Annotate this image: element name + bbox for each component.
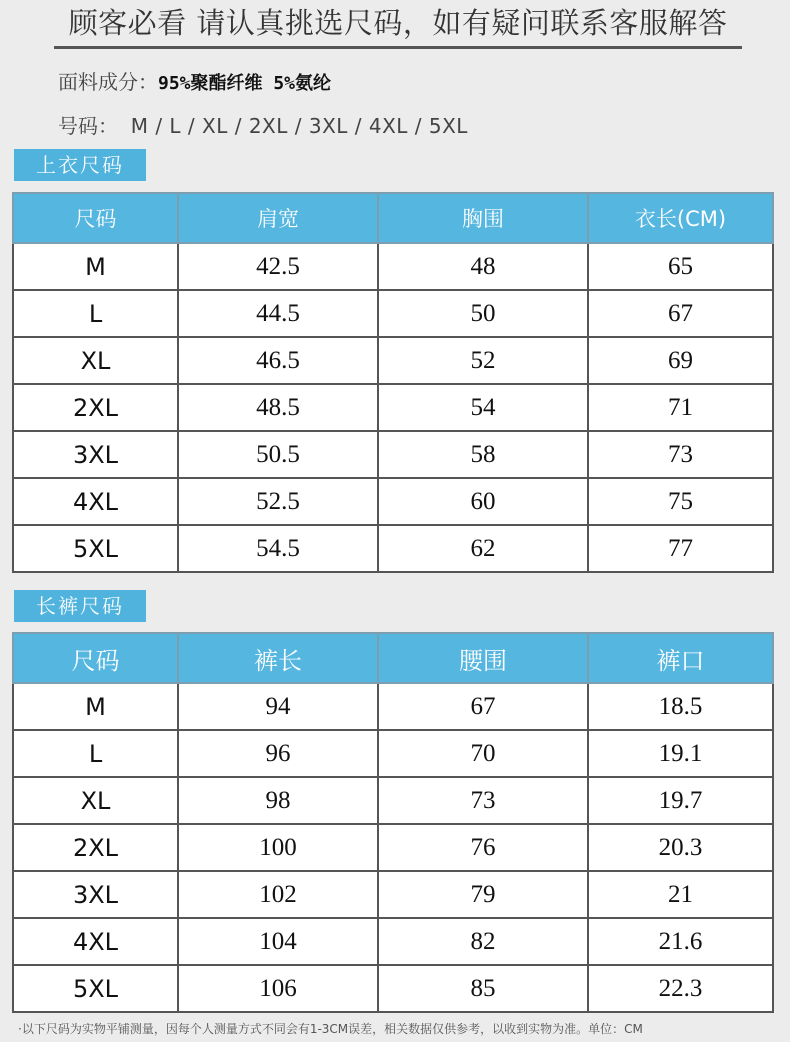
hem-cell: 20.3	[588, 824, 773, 871]
hem-cell: 22.3	[588, 965, 773, 1012]
size-cell: XL	[13, 777, 178, 824]
length-cell: 65	[588, 243, 773, 290]
column-header: 衣长(CM)	[588, 193, 773, 243]
chest-cell: 50	[378, 290, 588, 337]
shoulder-cell: 50.5	[178, 431, 378, 478]
hem-cell: 21.6	[588, 918, 773, 965]
hem-cell: 21	[588, 871, 773, 918]
waist-cell: 70	[378, 730, 588, 777]
length-cell: 71	[588, 384, 773, 431]
sizes-label: 号码：	[58, 114, 118, 138]
chest-cell: 54	[378, 384, 588, 431]
table-row	[13, 918, 773, 965]
shoulder-cell: 54.5	[178, 525, 378, 572]
table-row	[13, 290, 773, 337]
waist-cell: 79	[378, 871, 588, 918]
size-cell: L	[13, 730, 178, 777]
table-row	[13, 525, 773, 572]
pants-length-cell: 106	[178, 965, 378, 1012]
hem-cell: 19.1	[588, 730, 773, 777]
table-row	[13, 777, 773, 824]
column-header: 腰围	[378, 633, 588, 683]
length-cell: 77	[588, 525, 773, 572]
chest-cell: 58	[378, 431, 588, 478]
chest-cell: 52	[378, 337, 588, 384]
pants-length-cell: 94	[178, 683, 378, 730]
column-header: 裤长	[178, 633, 378, 683]
pants-length-cell: 98	[178, 777, 378, 824]
size-cell: L	[13, 290, 178, 337]
fabric-label: 面料成分：	[58, 70, 158, 94]
table-header-row	[13, 193, 773, 243]
table-row	[13, 824, 773, 871]
chest-cell: 60	[378, 478, 588, 525]
column-header: 肩宽	[178, 193, 378, 243]
top-size-section-title: 上衣尺码	[14, 149, 146, 181]
shoulder-cell: 42.5	[178, 243, 378, 290]
waist-cell: 67	[378, 683, 588, 730]
size-cell: 2XL	[13, 824, 178, 871]
top-size-table	[12, 192, 774, 573]
table-header-row	[13, 633, 773, 683]
pants-length-cell: 102	[178, 871, 378, 918]
table-row	[13, 478, 773, 525]
pants-length-cell: 100	[178, 824, 378, 871]
table-row	[13, 384, 773, 431]
sizes-value: M / L / XL / 2XL / 3XL / 4XL / 5XL	[130, 114, 468, 138]
waist-cell: 73	[378, 777, 588, 824]
waist-cell: 76	[378, 824, 588, 871]
hem-cell: 18.5	[588, 683, 773, 730]
length-cell: 67	[588, 290, 773, 337]
size-cell: 5XL	[13, 965, 178, 1012]
pants-length-cell: 96	[178, 730, 378, 777]
pants-size-section-title: 长裤尺码	[14, 590, 146, 622]
length-cell: 75	[588, 478, 773, 525]
size-cell: M	[13, 683, 178, 730]
size-cell: XL	[13, 337, 178, 384]
fabric-line	[58, 66, 331, 95]
shoulder-cell: 48.5	[178, 384, 378, 431]
shoulder-cell: 46.5	[178, 337, 378, 384]
table-row	[13, 431, 773, 478]
table-row	[13, 337, 773, 384]
chest-cell: 62	[378, 525, 588, 572]
column-header: 裤口	[588, 633, 773, 683]
table-row	[13, 730, 773, 777]
waist-cell: 82	[378, 918, 588, 965]
chest-cell: 48	[378, 243, 588, 290]
size-cell: M	[13, 243, 178, 290]
table-row	[13, 965, 773, 1012]
waist-cell: 85	[378, 965, 588, 1012]
pants-length-cell: 104	[178, 918, 378, 965]
length-cell: 69	[588, 337, 773, 384]
size-cell: 3XL	[13, 871, 178, 918]
hem-cell: 19.7	[588, 777, 773, 824]
column-header: 胸围	[378, 193, 588, 243]
notice-banner: 顾客必看 请认真挑选尺码，如有疑问联系客服解答	[54, 0, 742, 49]
length-cell: 73	[588, 431, 773, 478]
size-cell: 4XL	[13, 478, 178, 525]
column-header: 尺码	[13, 633, 178, 683]
fabric-value: 95%聚酯纤维 5%氨纶	[158, 73, 332, 94]
table-row	[13, 683, 773, 730]
measurement-footnote: ·以下尺码为实物平铺测量，因每个人测量方式不同会有1-3CM误差，相关数据仅供参考，以收到实物为准。单位：CM	[18, 1022, 643, 1036]
size-cell: 4XL	[13, 918, 178, 965]
size-cell: 2XL	[13, 384, 178, 431]
size-cell: 3XL	[13, 431, 178, 478]
sizes-line	[58, 110, 468, 139]
size-cell: 5XL	[13, 525, 178, 572]
table-row	[13, 871, 773, 918]
table-row	[13, 243, 773, 290]
shoulder-cell: 44.5	[178, 290, 378, 337]
column-header: 尺码	[13, 193, 178, 243]
shoulder-cell: 52.5	[178, 478, 378, 525]
pants-size-table	[12, 632, 774, 1013]
